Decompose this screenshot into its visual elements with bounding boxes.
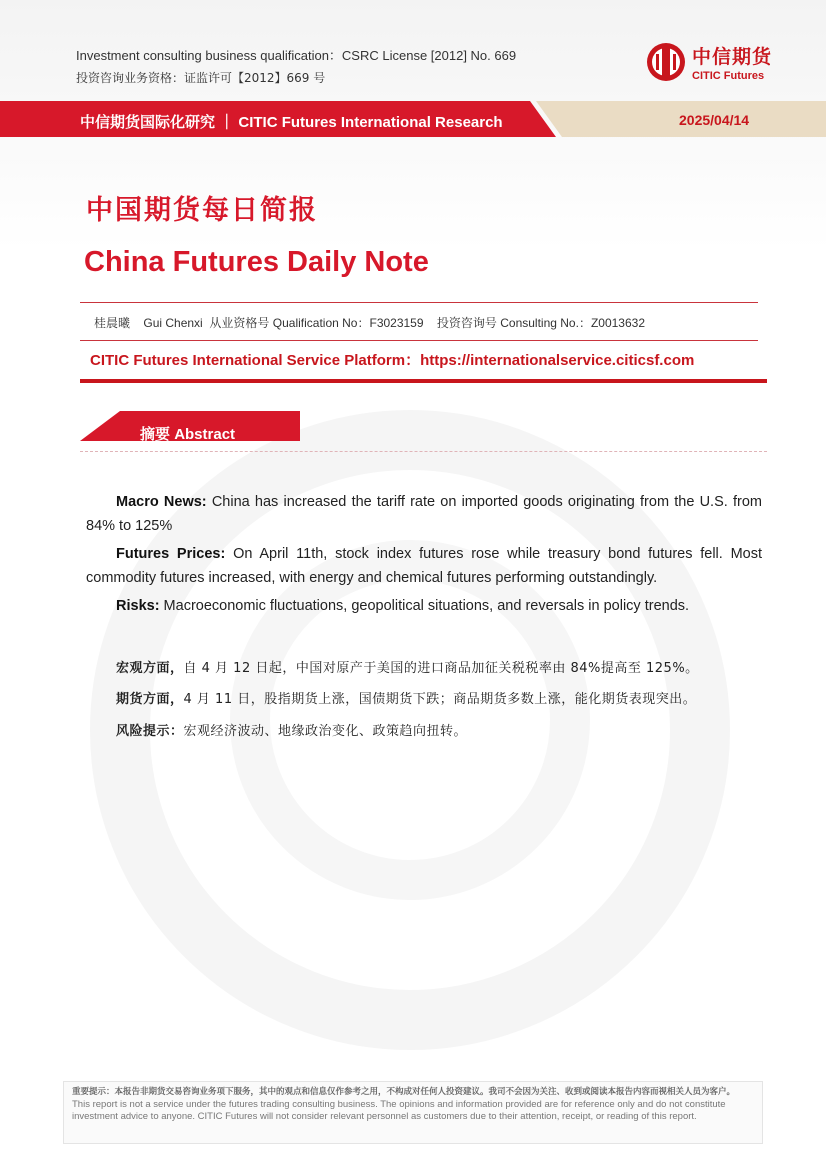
author-name-cn: 桂晨曦 [94, 316, 131, 330]
summary-label-cn: 风险提示： [116, 724, 184, 739]
license-english: Investment consulting business qualification：CSRC License [2012] No. 669 [76, 48, 517, 63]
header-divider [80, 379, 767, 383]
banner-title-cn: 中信期货国际化研究 [80, 113, 216, 131]
summary-label: Futures Prices: [116, 546, 226, 562]
summary-text: China has increased the tariff rate on imported goods originating from the U.S. from 84% to 125% [86, 494, 762, 534]
disclaimer-en: This report is not a service under the futures trading consulting business. The opinions and information provided are for reference only and do not constitute investment advice to anyone. CITIC Futures will not consider relevant personnel as customers due to their attention, receipt, or reading of this report. [72, 1098, 726, 1122]
consulting-label-cn: 投资咨询号 [436, 316, 497, 330]
summary-label-cn: 宏观方面， [116, 661, 184, 676]
summary-risks-en [86, 594, 762, 618]
abstract-heading [140, 423, 235, 444]
report-date: 2025/04/14 [679, 112, 750, 128]
consulting-number: Z0013632 [590, 316, 645, 330]
platform-link[interactable]: https://internationalservice.citicsf.com [420, 352, 695, 369]
summary-text-cn: 4 月 11 日，股指期货上涨，国债期货下跌；商品期货多数上涨，能化期货表现突出。 [183, 692, 697, 707]
summary-text: On April 11th, stock index futures rose while treasury bond futures fell. Most commodity futures increased, with energy and chemical futures performing outstandingly. [86, 546, 762, 586]
qualification-number: F3023159 [369, 316, 424, 330]
report-title-english: China Futures Daily Note [84, 246, 429, 278]
summary-futures-en [86, 542, 762, 590]
summary-label: Macro News: [116, 494, 207, 510]
logo-english-name: CITIC Futures [692, 70, 765, 82]
summary-text-cn: 自 4 月 12 日起，中国对原产于美国的进口商品加征关税税率由 84%提高至 125%。 [183, 661, 699, 676]
qualification-label-en: Qualification No： [272, 316, 370, 330]
qualification-label-cn: 从业资格号 [209, 316, 270, 330]
logo-chinese-name: 中信期货 [692, 46, 773, 68]
summary-macro-cn [116, 657, 776, 676]
research-banner [0, 101, 826, 137]
disclaimer-cn: 重要提示：本报告非期货交易咨询业务项下服务，其中的观点和信息仅作参考之用，不构成对任何人投资建议。我司不会因为关注、收到或阅读本报告内容而视相关人员为客户。 [72, 1087, 736, 1097]
abstract-heading-en: Abstract [174, 426, 236, 443]
abstract-heading-cn: 摘要 [140, 425, 171, 443]
platform-label: CITIC Futures International Service Platform： [90, 352, 421, 369]
citic-futures-logo [646, 40, 796, 84]
report-title-chinese: 中国期货每日简报 [86, 195, 318, 226]
abstract-section-tab [80, 411, 300, 441]
consulting-label-en: Consulting No.： [500, 316, 591, 330]
author-top-rule [80, 302, 758, 303]
summary-futures-cn [116, 688, 776, 707]
citic-logo-icon [646, 42, 686, 82]
author-bottom-rule [80, 340, 758, 341]
license-chinese: 投资咨询业务资格：证监许可【2012】669 号 [76, 71, 326, 85]
abstract-dashed-rule [80, 451, 767, 452]
service-platform [90, 349, 694, 370]
summary-text: Macroeconomic fluctuations, geopolitical situations, and reversals in policy trends. [159, 598, 690, 614]
summary-label-cn: 期货方面， [116, 692, 184, 707]
banner-title [80, 111, 503, 132]
author-line [94, 314, 645, 331]
summary-macro-en [86, 490, 762, 538]
banner-title-separator: ｜ [219, 114, 235, 131]
author-name-en: Gui Chenxi [143, 316, 203, 330]
summary-text-cn: 宏观经济波动、地缘政治变化、政策趋向扭转。 [183, 724, 468, 739]
summary-risks-cn [116, 720, 776, 739]
disclaimer-footer [63, 1081, 763, 1144]
banner-title-en: CITIC Futures International Research [238, 114, 503, 131]
summary-label: Risks: [116, 598, 160, 614]
